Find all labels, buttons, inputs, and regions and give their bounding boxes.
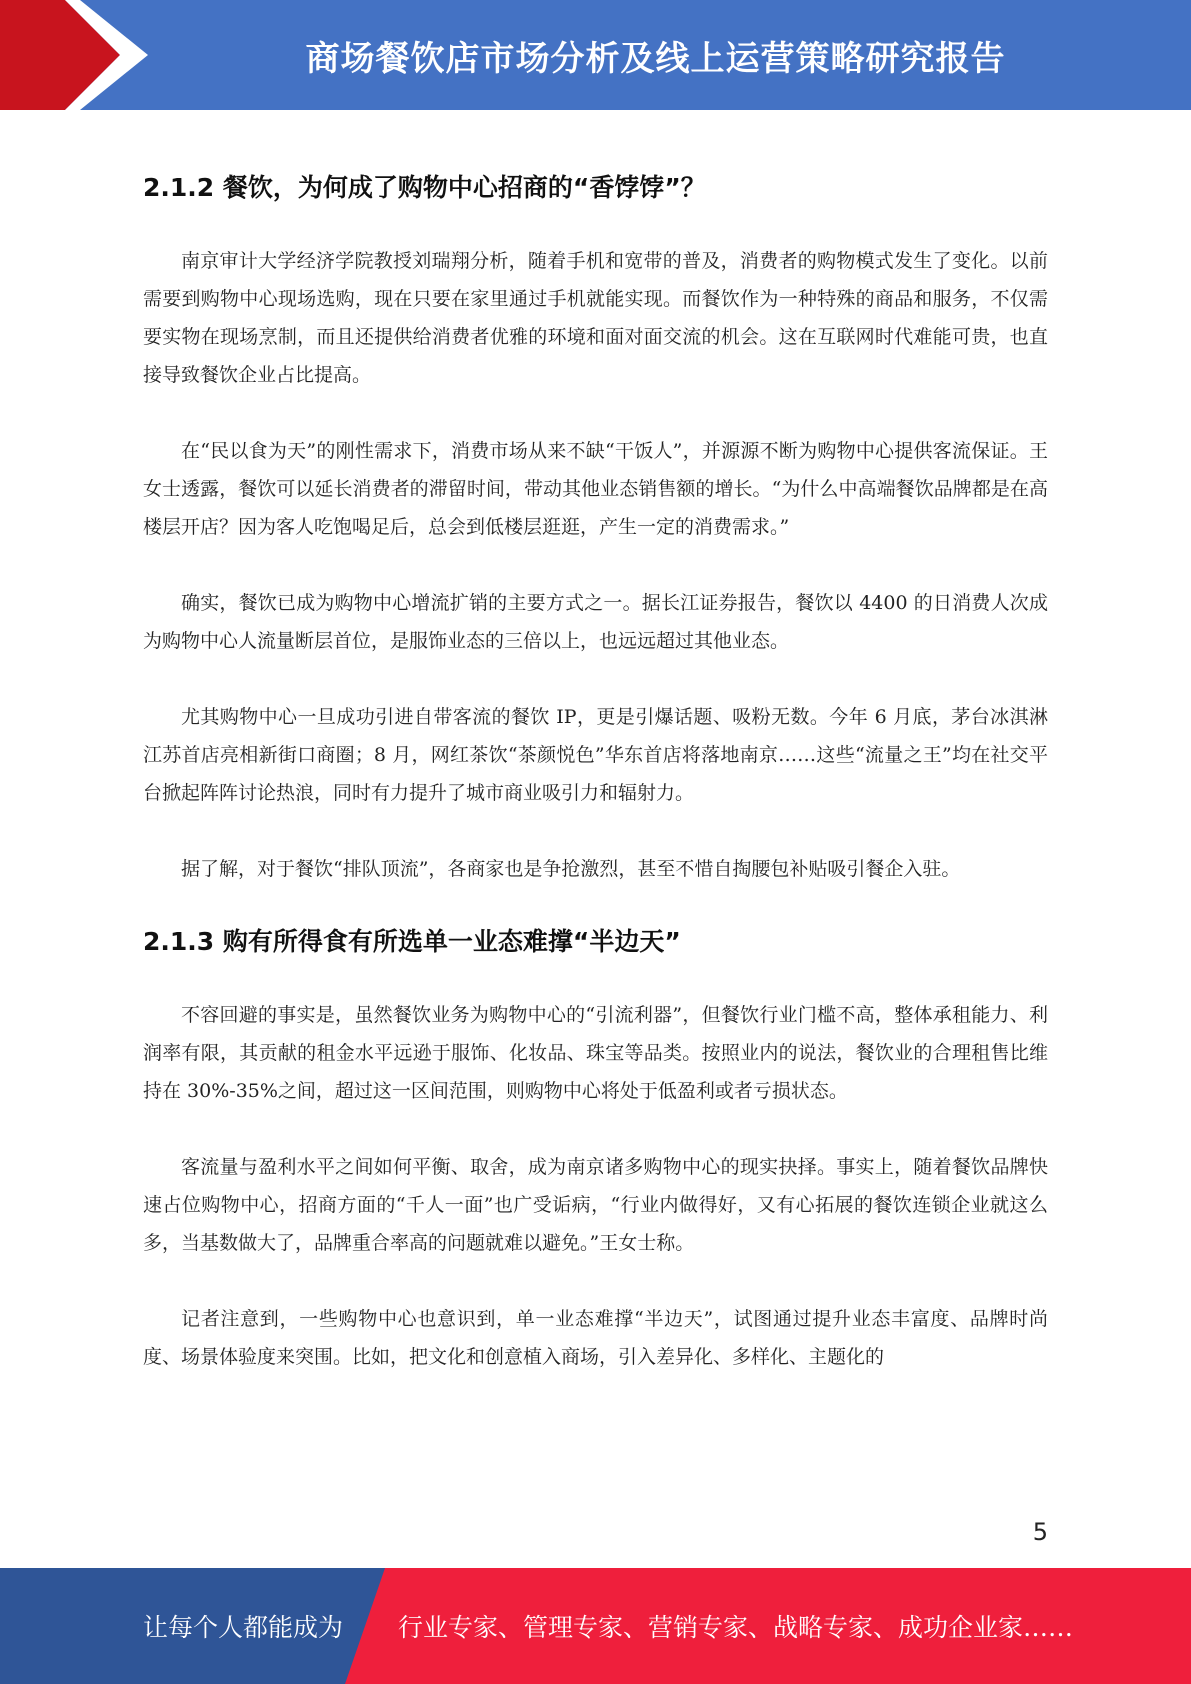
section-heading-2-1-2: 2.1.2 餐饮，为何成了购物中心招商的“香饽饽”？: [143, 173, 706, 202]
footer-slogan-right: 行业专家、管理专家、营销专家、战略专家、成功企业家……: [398, 1613, 1074, 1642]
paragraph: 在“民以食为天”的刚性需求下，消费市场从来不缺“干饭人”，并源源不断为购物中心提供客流保证。王女士透露，餐饮可以延长消费者的滞留时间，带动其他业态销售额的增长。“为什么中高端餐饮品牌都是在高楼层开店？因为客人吃饱喝足后，总会到低楼层逛逛，产生一定的消费需求。”: [143, 440, 1048, 538]
page-number: 5: [1032, 1518, 1048, 1546]
paragraph: 不容回避的事实是，虽然餐饮业务为购物中心的“引流利器”，但餐饮行业门槛不高，整体承租能力、利润率有限，其贡献的租金水平远逊于服饰、化妆品、珠宝等品类。按照业内的说法，餐饮业的合理租售比维持在 30%-35%之间，超过这一区间范围，则购物中心将处于低盈利或者亏损状态。: [143, 1004, 1048, 1102]
footer-slogan-left: 让每个人都能成为: [143, 1613, 344, 1642]
section-heading-2-1-3: 2.1.3 购有所得食有所选单一业态难撑“半边天”: [143, 927, 681, 956]
paragraph: 客流量与盈利水平之间如何平衡、取舍，成为南京诸多购物中心的现实抉择。事实上，随着餐饮品牌快速占位购物中心，招商方面的“千人一面”也广受诟病，“行业内做得好，又有心拓展的餐饮连锁企业就这么多，当基数做大了，品牌重合率高的问题就难以避免。”王女士称。: [143, 1156, 1048, 1254]
page-footer: [0, 1568, 1191, 1684]
header-arrow-decoration: [0, 0, 160, 110]
report-title: 商场餐饮店市场分析及线上运营策略研究报告: [305, 38, 1006, 79]
paragraph: 记者注意到，一些购物中心也意识到，单一业态难撑“半边天”，试图通过提升业态丰富度、品牌时尚度、场景体验度来突围。比如，把文化和创意植入商场，引入差异化、多样化、主题化的: [143, 1308, 1048, 1368]
paragraph: 南京审计大学经济学院教授刘瑞翔分析，随着手机和宽带的普及，消费者的购物模式发生了变化。以前需要到购物中心现场选购，现在只要在家里通过手机就能实现。而餐饮作为一种特殊的商品和服务，不仅需要实物在现场烹制，而且还提供给消费者优雅的环境和面对面交流的机会。这在互联网时代难能可贵，也直接导致餐饮企业占比提高。: [143, 250, 1048, 386]
paragraph: 确实，餐饮已成为购物中心增流扩销的主要方式之一。据长江证券报告，餐饮以 4400 的日消费人次成为购物中心人流量断层首位，是服饰业态的三倍以上，也远远超过其他业态。: [143, 592, 1048, 652]
paragraph: 据了解，对于餐饮“排队顶流”，各商家也是争抢激烈，甚至不惜自掏腰包补贴吸引餐企入驻。: [181, 858, 961, 880]
paragraph: 尤其购物中心一旦成功引进自带客流的餐饮 IP，更是引爆话题、吸粉无数。今年 6 月底，茅台冰淇淋江苏首店亮相新街口商圈；8 月，网红茶饮“茶颜悦色”华东首店将落地南京……这些“流量之王”均在社交平台掀起阵阵讨论热浪，同时有力提升了城市商业吸引力和辐射力。: [143, 706, 1048, 804]
page-header: [0, 0, 1191, 110]
document-body: [143, 160, 1048, 1376]
